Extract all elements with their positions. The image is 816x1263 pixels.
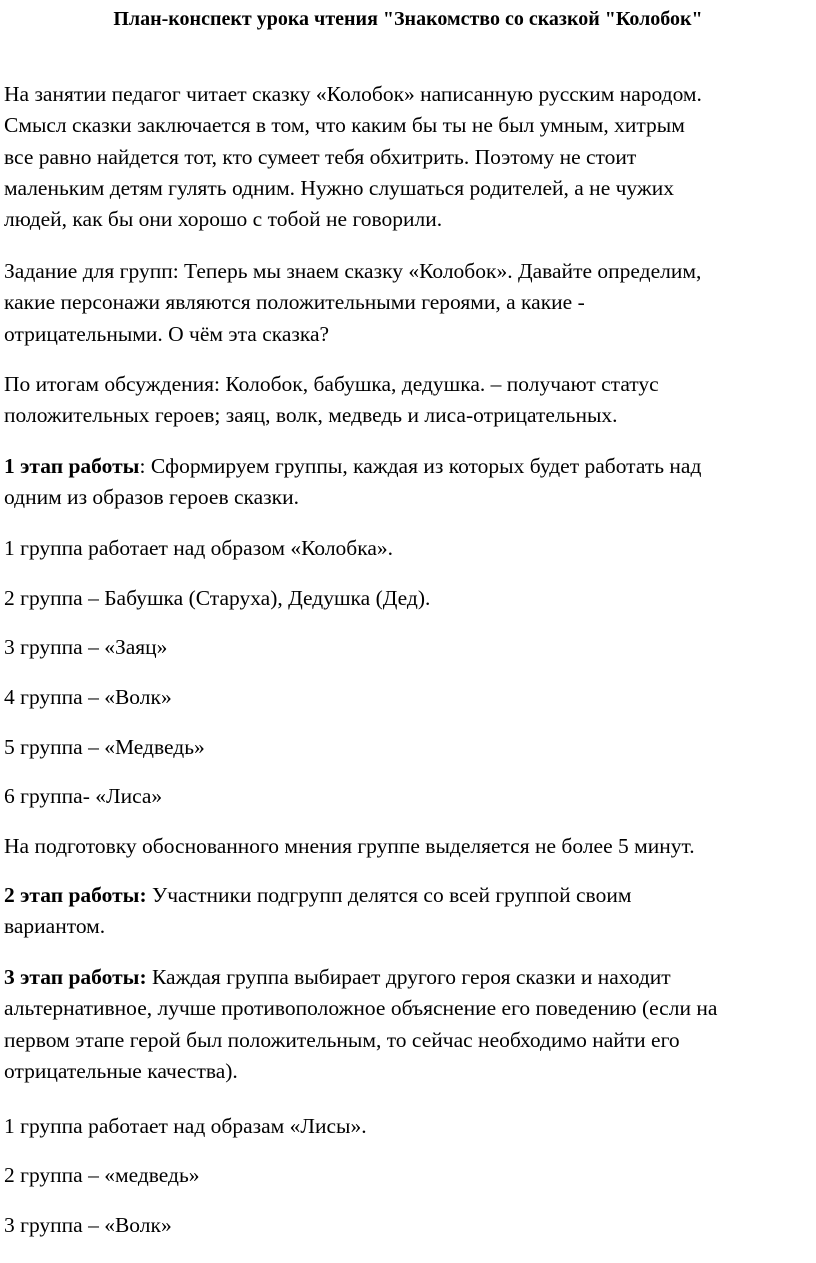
task-paragraph — [4, 256, 816, 350]
stage3-paragraph — [4, 962, 816, 1087]
group-item: 2 группа – «медведь» — [4, 1163, 200, 1187]
text-line: людей, как бы они хорошо с тобой не говорили. — [4, 207, 443, 232]
results-paragraph — [4, 369, 816, 432]
text-line: отрицательными. О чём эта сказка? — [4, 321, 330, 346]
text-line: вариантом. — [4, 914, 106, 939]
intro-paragraph — [4, 79, 816, 235]
stage1-label: 1 этап работы — [4, 454, 140, 478]
text-line: одним из образов героев сказки. — [4, 485, 299, 510]
text-line: маленьким детям гулять одним. Нужно слушаться родителей, а не чужих — [4, 175, 674, 200]
stage2-label: 2 этап работы: — [4, 883, 147, 907]
text-line: отрицательные качества). — [4, 1058, 238, 1083]
group-item: 6 группа- «Лиса» — [4, 784, 163, 808]
text-line: все равно найдется тот, кто сумеет тебя обхитрить. Поэтому не стоит — [4, 144, 637, 169]
text-line: Смысл сказки заключается в том, что каким бы ты не был умным, хитрым — [4, 113, 685, 138]
page-title: План-конспект урока чтения "Знакомство со сказкой "Колобок" — [113, 8, 703, 30]
text-line: По итогам обсуждения: Колобок, бабушка, дедушка. – получают статус — [4, 372, 659, 396]
text-line: положительных героев; заяц, волк, медведь и лиса-отрицательных. — [4, 403, 618, 428]
text-line: первом этапе герой был положительным, то сейчас необходимо найти его — [4, 1027, 680, 1052]
text-line — [4, 451, 816, 482]
prep-note: На подготовку обоснованного мнения группе выделяется не более 5 минут. — [4, 834, 695, 858]
text-line — [4, 880, 816, 911]
stage2-paragraph — [4, 880, 816, 943]
text-line: какие персонажи являются положительными героями, а какие - — [4, 290, 585, 315]
group-item: 2 группа – Бабушка (Старуха), Дедушка (Дед). — [4, 586, 431, 610]
text-line — [4, 962, 816, 993]
stage1-text: : Сформируем группы, каждая из которых будет работать над — [139, 454, 702, 478]
text-line: альтернативное, лучше противоположное объяснение его поведению (если на — [4, 996, 718, 1021]
text-line: На занятии педагог читает сказку «Колобок» написанную русским народом. — [4, 82, 702, 106]
group-item: 1 группа работает над образам «Лисы». — [4, 1114, 367, 1138]
group-item: 3 группа – «Волк» — [4, 1213, 172, 1237]
group-item: 1 группа работает над образом «Колобка». — [4, 536, 394, 560]
stage3-text: Каждая группа выбирает другого героя сказки и находит — [146, 965, 671, 989]
text-line: Задание для групп: Теперь мы знаем сказку «Колобок». Давайте определим, — [4, 259, 702, 283]
stage1-paragraph — [4, 451, 816, 514]
stage2-text: Участники подгрупп делятся со всей группой своим — [146, 883, 632, 907]
stage3-label: 3 этап работы: — [4, 965, 147, 989]
group-item: 3 группа – «Заяц» — [4, 635, 168, 659]
group-item: 5 группа – «Медведь» — [4, 735, 205, 759]
group-item: 4 группа – «Волк» — [4, 685, 172, 709]
